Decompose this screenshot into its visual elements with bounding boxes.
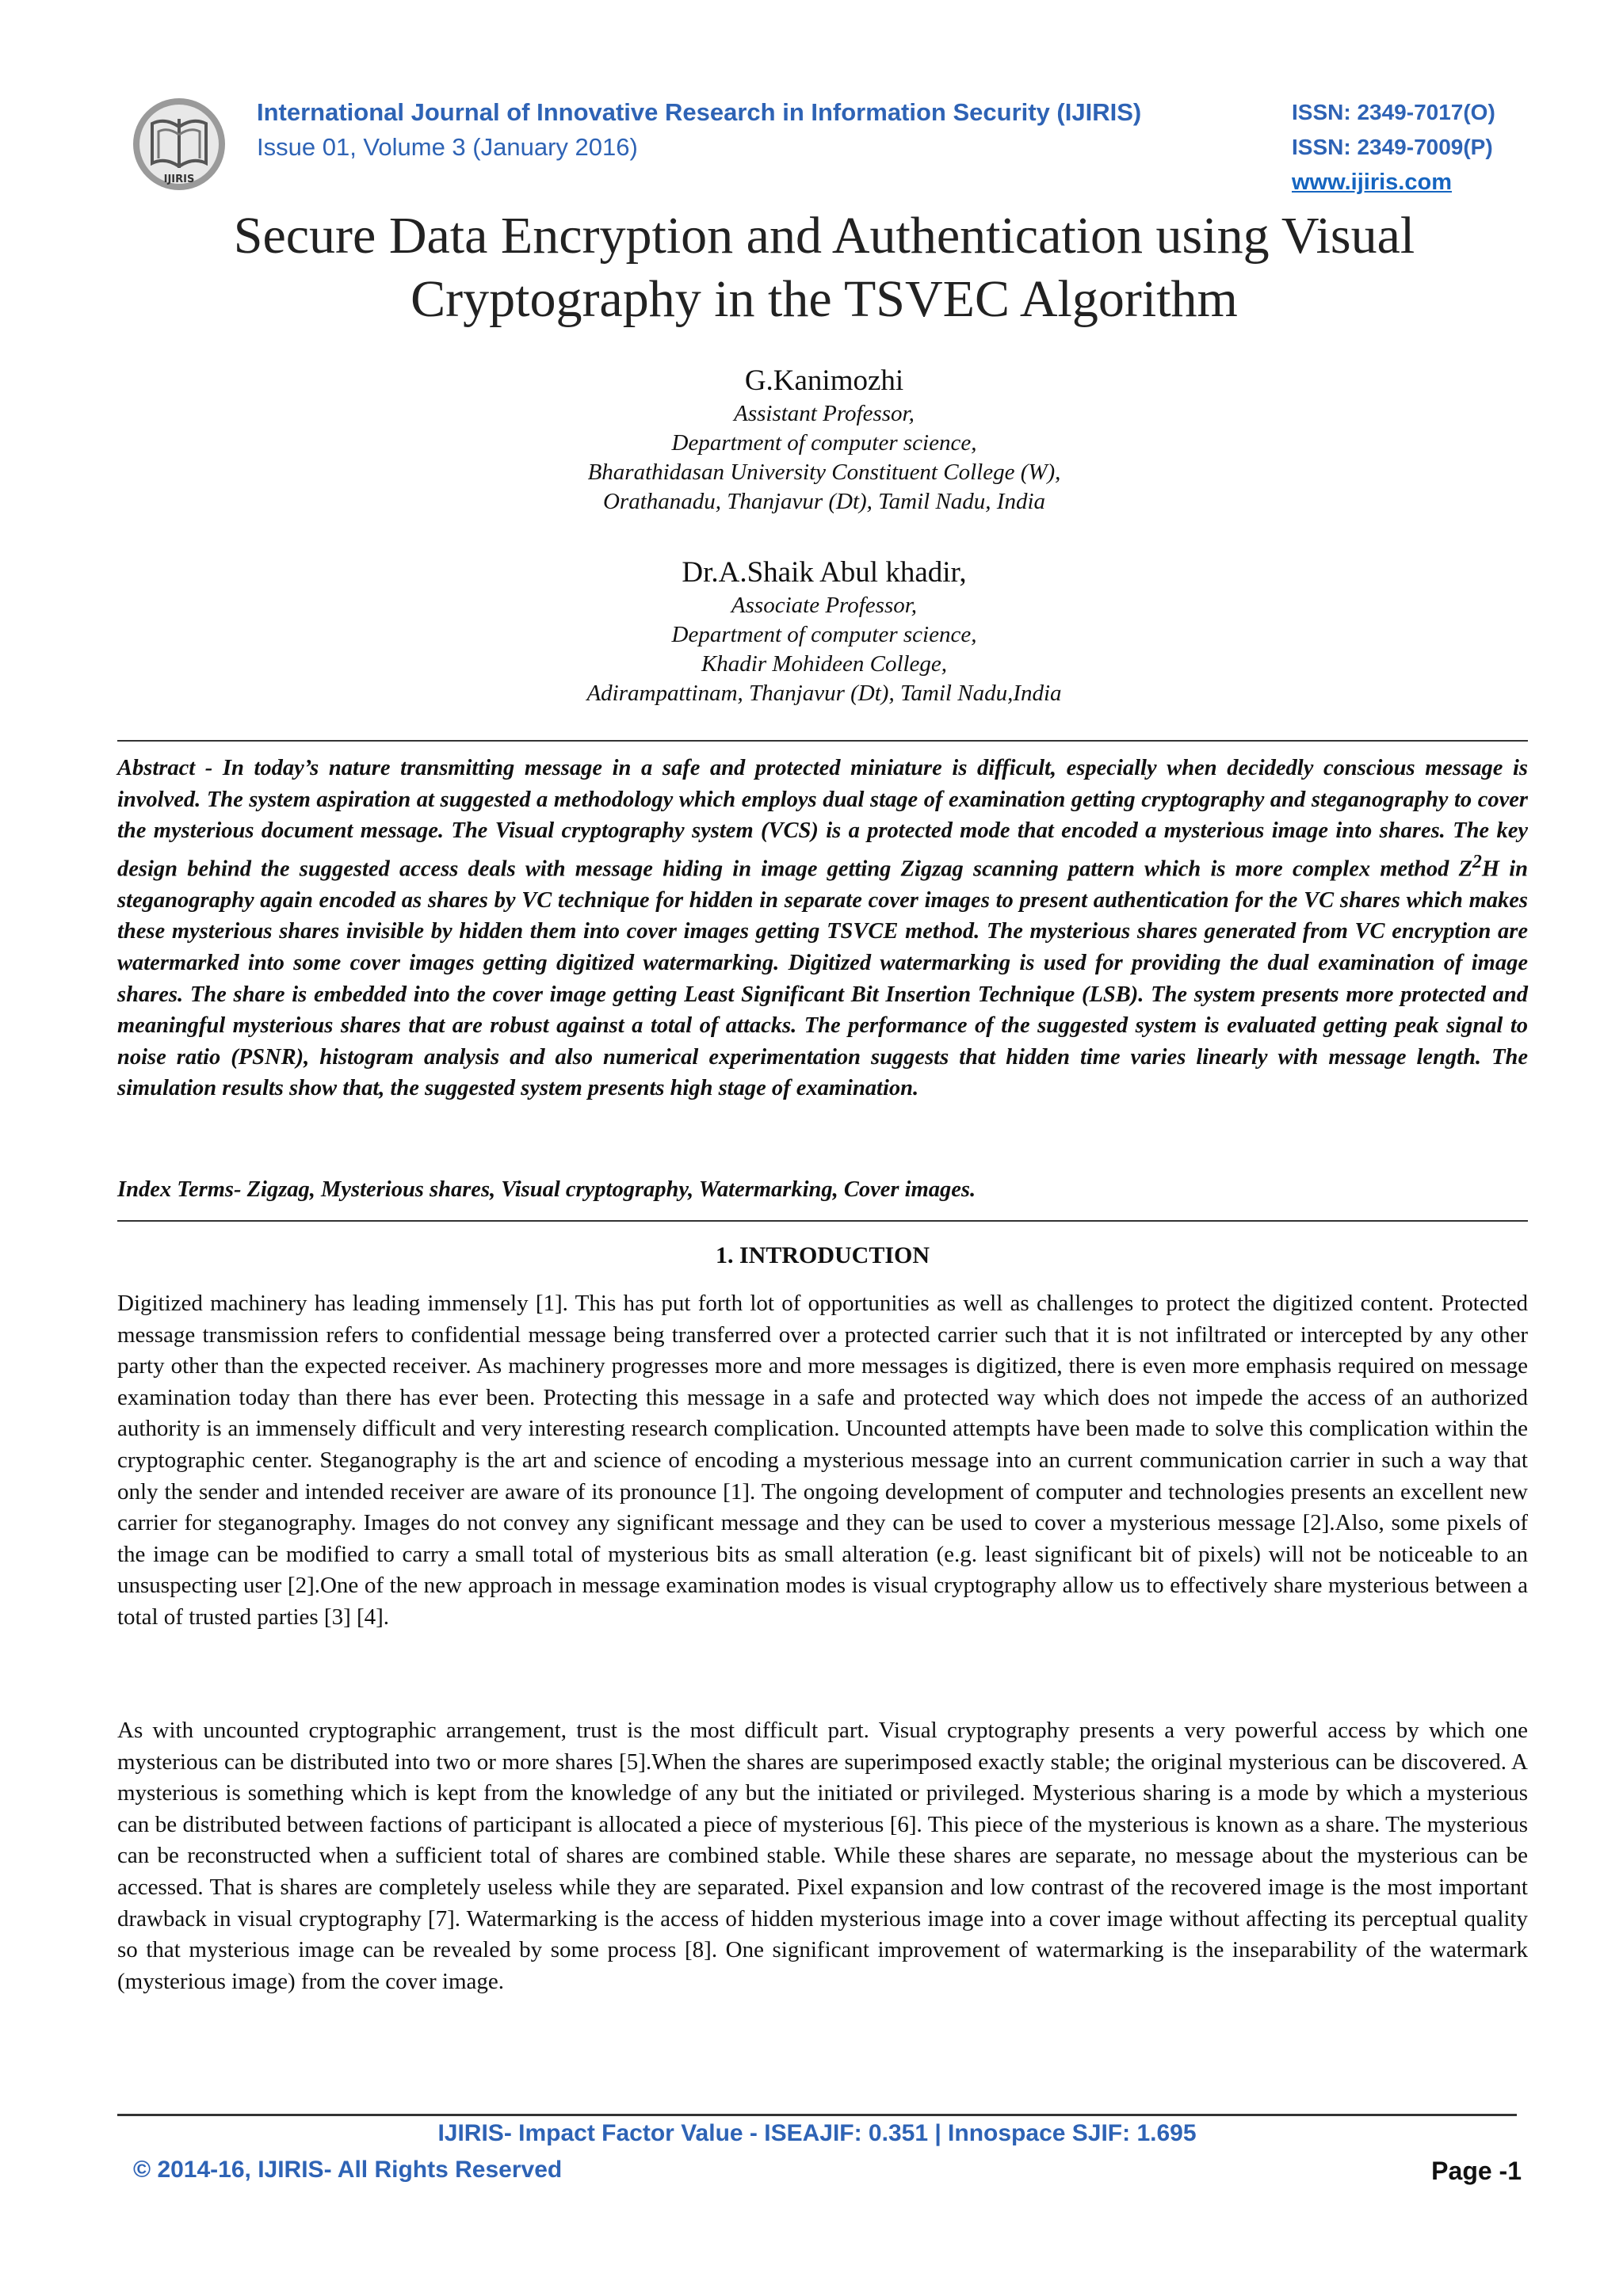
author-affiliation-line: Department of computer science, — [671, 430, 977, 456]
abstract-text-part-1: Abstract - In today’s nature transmitting message in a safe and protected miniature is difficult, especially when decidedly conscious message is involved. The system aspiration at suggested a methodology which employs dual stage of examination getting cryptography and steganography to cover the mysterious document message. The Visual cryptography system (VCS) is a protected mode that encoded a mysterious image into shares. The key design behind the suggested access deals with message hiding in image getting Zigzag scanning pattern which is more complex method Z — [117, 756, 1528, 882]
footer-rule — [117, 2114, 1517, 2116]
issn-online: ISSN: 2349-7017(O) — [1292, 100, 1495, 124]
paper-title — [127, 204, 1522, 331]
intro-paragraph-1: Digitized machinery has leading immensely [1]. This has put forth lot of opportunities as well as challenges to protect the digitized content. Protected message transmission refers to confidential message being transferred over a protected carrier such that it is not infiltrated or intercepted by any other party other than the expected receiver. As machinery progresses more and more messages is digitized, there is even more emphasis required on message examination today than there has ever been. Protecting this message in a safe and protected way which does not impede the access of an authorized authority is an immensely difficult and very interesting research complication. Uncounted attempts have been made to solve this complication within the cryptographic center. Steganography is the art and science of encoding a mysterious message into an current communication carrier in such a way that only the sender and intended receiver are aware of its pronounce [1]. The ongoing development of computer and technologies presents an excellent new carrier for steganography. Images do not convey any significant message and they can be used to cover a mysterious message [2].Also, some pixels of the image can be modified to carry a small total of mysterious bits as small alteration (e.g. least significant bit of pixels) will not be noticeable to an unsuspecting user [2].One of the new approach in message examination modes is visual cryptography allow us to effectively share mysterious between a total of trusted parties [3] [4]. — [117, 1291, 1528, 1630]
author-affiliation-line: Khadir Mohideen College, — [701, 651, 948, 677]
abstract-superscript: 2 — [1472, 851, 1482, 872]
intro-paragraph-2: As with uncounted cryptographic arrangement, trust is the most difficult part. Visual cryptography presents a very powerful access by which one mysterious can be distributed into two or more shares [5].When the shares are superimposed exactly stable; the original mysterious can be discovered. A mysterious is something which is kept from the knowledge of any but the initiated or privileged. Mysterious sharing is a mode by which a mysterious can be distributed between factions of participant is allocated a piece of mysterious [6]. This piece of the mysterious is known as a share. The mysterious can be reconstructed when a sufficient total of shares are combined stable. While these shares are separate, no message about the mysterious can be accessed. That is shares are completely useless while they are separated. Pixel expansion and low contrast of the recovered image is the most important drawback in visual cryptography [7]. Watermarking is the access of hidden mysterious image into a cover image without affecting its perceptual quality so that mysterious image can be revealed by some process [8]. One significant improvement of watermarking is the inseparability of the watermark (mysterious image) from the cover image. — [117, 1718, 1528, 1994]
journal-name: International Journal of Innovative Research in Information Security (IJIRIS) — [257, 98, 1142, 126]
author-affiliation-line: Associate Professor, — [731, 593, 918, 618]
author-affiliation-line: Orathanadu, Thanjavur (Dt), Tamil Nadu, India — [602, 489, 1046, 514]
author-block-2 — [396, 555, 1252, 708]
author-name: G.Kanimozhi — [744, 364, 904, 397]
author-affiliation-line: Department of computer science, — [671, 622, 977, 647]
journal-issue: Issue 01, Volume 3 (January 2016) — [257, 133, 638, 161]
section-heading-introduction: 1. INTRODUCTION — [715, 1242, 930, 1268]
title-line-2: Cryptography in the TSVEC Algorithm — [411, 270, 1238, 328]
journal-header — [127, 95, 1522, 206]
journal-website-link[interactable]: www.ijiris.com — [1292, 170, 1452, 195]
footer-copyright: © 2014-16, IJIRIS- All Rights Reserved — [133, 2157, 563, 2183]
index-terms: Index Terms- Zigzag, Mysterious shares, Visual cryptography, Watermarking, Cover images. — [117, 1177, 976, 1202]
page-number: Page -1 — [1431, 2157, 1522, 2185]
author-affiliation-line: Adirampattinam, Thanjavur (Dt), Tamil Nadu,India — [586, 681, 1062, 706]
abstract — [117, 753, 1528, 1104]
logo-text: IJIRIS — [163, 174, 195, 185]
abstract-top-rule — [117, 740, 1528, 742]
author-affiliation-line: Assistant Professor, — [734, 401, 915, 426]
title-line-1: Secure Data Encryption and Authentication using Visual — [233, 207, 1415, 265]
issn-print: ISSN: 2349-7009(P) — [1292, 135, 1493, 159]
author-name: Dr.A.Shaik Abul khadir, — [682, 556, 967, 589]
abstract-bottom-rule — [117, 1220, 1528, 1222]
author-block-1 — [396, 363, 1252, 517]
author-affiliation-line: Bharathidasan University Constituent College (W), — [587, 460, 1061, 485]
journal-logo-icon — [130, 95, 228, 193]
footer-impact-factor: IJIRIS- Impact Factor Value - ISEAJIF: 0.351 | Innospace SJIF: 1.695 — [437, 2120, 1197, 2146]
abstract-text-part-2: H in steganography again encoded as shares by VC technique for hidden in separate cover images to present authentication for the VC shares which makes these mysterious shares invisible by hidden them into cover images getting TSVCE method. The mysterious shares generated from VC encryption are watermarked into some cover images getting digitized watermarking. Digitized watermarking is used for providing the dual examination of image shares. The share is embedded into the cover image getting Least Significant Bit Insertion Technique (LSB). The system presents more protected and meaningful mysterious shares that are robust against a total of attacks. The performance of the suggested system is evaluated getting peak signal to noise ratio (PSNR), histogram analysis and also numerical experimentation suggests that hidden time varies linearly with message length. The simulation results show that, the suggested system presents high stage of examination. — [117, 856, 1528, 1101]
